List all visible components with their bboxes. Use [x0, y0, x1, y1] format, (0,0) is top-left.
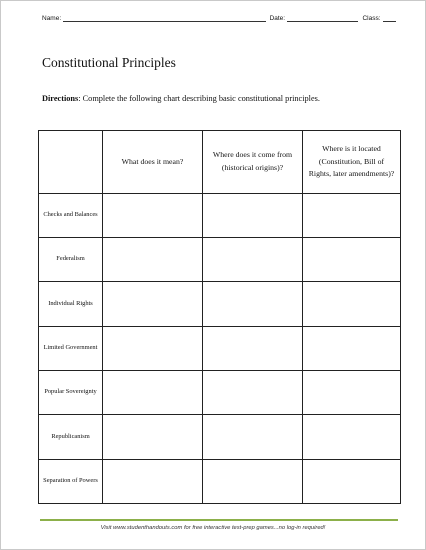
answer-cell[interactable]: [303, 237, 401, 281]
column-header-origins: Where does it come from (historical origins)?: [203, 131, 303, 194]
answer-cell[interactable]: [103, 237, 203, 281]
row-label: Separation of Powers: [39, 459, 103, 503]
footer-note: Visit www.studenthandouts.com for free interactive test-prep games...no log-in required!: [100, 525, 326, 531]
directions-label: Directions: [42, 94, 79, 103]
answer-cell[interactable]: [103, 370, 203, 414]
worksheet-title: Constitutional Principles: [42, 55, 176, 70]
answer-cell[interactable]: [203, 326, 303, 370]
row-label: Federalism: [39, 237, 103, 281]
answer-cell[interactable]: [303, 326, 401, 370]
date-label: Date:: [269, 15, 286, 22]
answer-cell[interactable]: [203, 193, 303, 237]
answer-cell[interactable]: [303, 459, 401, 503]
answer-cell[interactable]: [203, 282, 303, 326]
table-row: [39, 370, 401, 414]
answer-cell[interactable]: [103, 193, 203, 237]
table-row: [39, 459, 401, 503]
class-blank[interactable]: [383, 14, 397, 22]
answer-cell[interactable]: [303, 370, 401, 414]
class-label: Class:: [362, 15, 381, 22]
footer-rule: [40, 519, 398, 521]
column-header-meaning: What does it mean?: [103, 131, 203, 194]
name-label: Name:: [42, 15, 62, 22]
column-header-location: Where is it located (Constitution, Bill of Rights, later amendments)?: [303, 131, 401, 194]
answer-cell[interactable]: [203, 415, 303, 459]
answer-cell[interactable]: [103, 415, 203, 459]
table-row: [39, 193, 401, 237]
table-row: [39, 237, 401, 281]
answer-cell[interactable]: [103, 326, 203, 370]
answer-cell[interactable]: [203, 370, 303, 414]
corner-cell: [39, 131, 103, 194]
row-label: Popular Sovereignty: [39, 370, 103, 414]
row-label: Limited Government: [39, 326, 103, 370]
row-label: Checks and Balances: [39, 193, 103, 237]
answer-cell[interactable]: [303, 193, 401, 237]
answer-cell[interactable]: [103, 459, 203, 503]
answer-cell[interactable]: [303, 282, 401, 326]
answer-cell[interactable]: [103, 282, 203, 326]
table-row: [39, 415, 401, 459]
answer-cell[interactable]: [203, 237, 303, 281]
name-blank[interactable]: [63, 14, 265, 22]
header-row: [39, 131, 401, 194]
row-label: Individual Rights: [39, 282, 103, 326]
table-row: [39, 282, 401, 326]
answer-cell[interactable]: [303, 415, 401, 459]
row-label: Republicanism: [39, 415, 103, 459]
directions-text: : Complete the following chart describing basic constitutional principles.: [78, 94, 320, 103]
date-blank[interactable]: [287, 14, 358, 22]
table-row: [39, 326, 401, 370]
answer-cell[interactable]: [203, 459, 303, 503]
directions: [42, 94, 320, 103]
header-fields: [42, 14, 396, 22]
principles-table: [38, 130, 401, 504]
